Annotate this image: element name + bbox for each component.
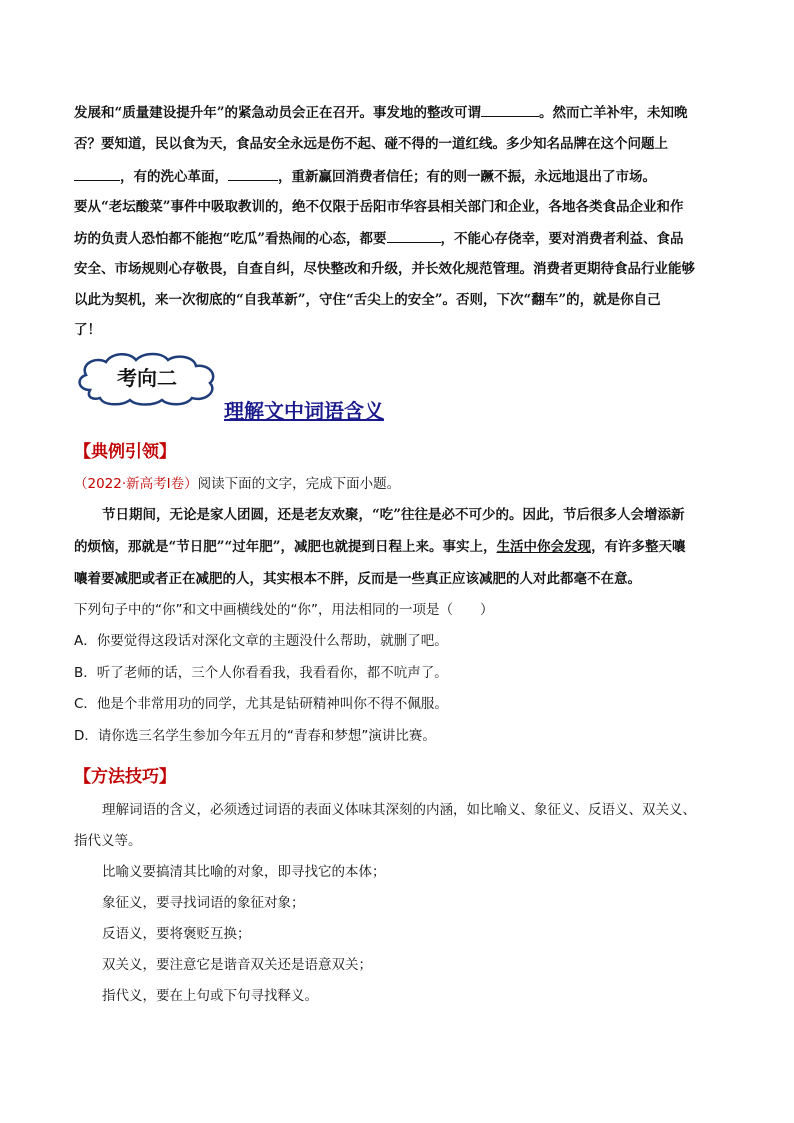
example-source-line (74, 474, 400, 494)
fill-blank (74, 166, 120, 181)
exam-source: （2022·新高考Ⅰ卷） (74, 476, 198, 492)
passage-line-2: 否？要知道，民以食为天，食品安全永远是伤不起、碰不得的一道红线。多少知名品牌在这个问题上 (74, 136, 668, 152)
method-item: 象征义，要寻找词语的象征对象； (102, 895, 305, 911)
option-a: A．你要觉得这段话对深化文章的主题没什么帮助，就删了吧。 (74, 633, 448, 649)
method-item: 比喻义要搞清其比喻的对象，即寻找它的本体； (102, 864, 386, 880)
passage-text: ，不能心存侥幸，要对消费者利益、食品 (440, 231, 684, 247)
section-title: 理解文中词语含义 (224, 399, 384, 423)
underlined-phrase: 生活中你会发现 (496, 539, 592, 555)
passage-text: ，重新赢回消费者信任；有的则一蹶不振，永远地退出了市场。 (278, 169, 656, 185)
option-d: D．请你选三名学生参加今年五月的“青春和梦想”演讲比赛。 (74, 728, 436, 744)
passage-text: 的烦恼，那就是“节日肥”“过年肥”，减肥也就提到日程上来。事实上， (74, 539, 497, 555)
passage-text: ，有许多整天嚷 (591, 539, 686, 555)
method-item: 指代义，要在上句或下句寻找释义。 (102, 988, 318, 1004)
method-intro-line-2: 指代义等。 (74, 833, 142, 849)
example-heading: 【典例引领】 (74, 442, 176, 462)
method-intro-line-1: 理解词语的含义，必须透过词语的表面义体味其深刻的内涵，如比喻义、象征义、反语义、双关义、 (102, 802, 696, 818)
passage-line-4: 要从“老坛酸菜”事件中吸取教训的，绝不仅限于岳阳市华容县相关部门和企业，各地各类食品企业和作 (74, 199, 684, 215)
passage-line-8: 了！ (74, 322, 101, 338)
passage-line-1 (74, 102, 724, 123)
fill-blank (481, 102, 539, 117)
example-para-line-3: 嚷着要减肥或者正在减肥的人，其实根本不胖，反而是一些真正应该减肥的人对此都毫不在意。 (74, 571, 641, 587)
option-c: C．他是个非常用功的同学，尤其是钻研精神叫你不得不佩服。 (74, 696, 448, 712)
passage-text: 发展和“质量建设提升年”的紧急动员会正在召开。事发地的整改可谓 (74, 105, 482, 121)
passage-text: 坊的负责人恐怕都不能抱“吃瓜”看热闹的心态，都要 (74, 231, 387, 247)
passage-line-5 (74, 228, 724, 249)
question-stem: 下列句子中的“你”和文中画横线处的“你”，用法相同的一项是（ ） (74, 602, 494, 618)
section-badge-cloud (72, 350, 222, 406)
option-b: B．听了老师的话，三个人你看看我，我看看你，都不吭声了。 (74, 665, 448, 681)
example-para-line-1: 节日期间，无论是家人团圆，还是老友欢聚，“吃”往往是必不可少的。因此，节后很多人会增添新 (102, 507, 685, 523)
passage-line-7: 以此为契机，来一次彻底的“自我革新”，守住“舌尖上的安全”。否则，下次“翻车”的，就是你自己 (74, 292, 661, 308)
instruction-text: 阅读下面的文字，完成下面小题。 (197, 476, 401, 492)
passage-line-6: 安全、市场规则心存敬畏，自查自纠，尽快整改和升级，并长效化规范管理。消费者更期待食品行业能够 (74, 261, 695, 277)
example-para-line-2 (74, 537, 724, 557)
passage-text: ，有的洗心革面， (120, 169, 228, 185)
method-heading: 【方法技巧】 (74, 767, 176, 787)
section-badge-label: 考向二 (117, 366, 177, 390)
fill-blank (228, 166, 278, 181)
passage-text: 。然而亡羊补牢，未知晚 (539, 105, 688, 121)
fill-blank (387, 228, 441, 243)
method-item: 反语义，要将褒贬互换； (102, 926, 251, 942)
method-item: 双关义，要注意它是谐音双关还是语意双关； (102, 957, 372, 973)
passage-line-3 (74, 166, 724, 187)
